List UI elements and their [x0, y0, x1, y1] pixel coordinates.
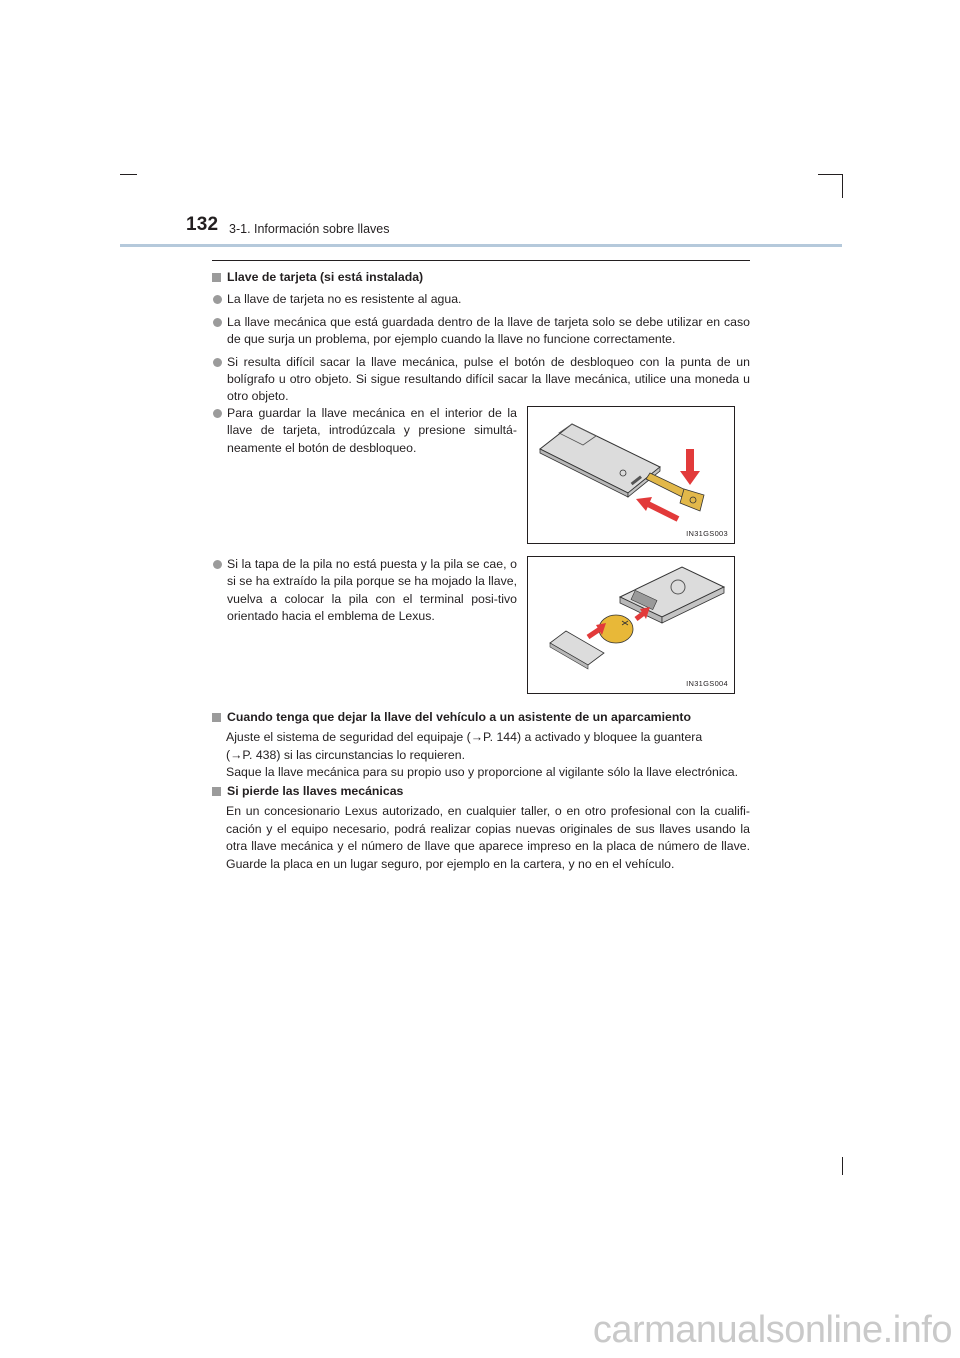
crop-mark-top-left-h [120, 174, 137, 175]
section-heading [212, 709, 750, 726]
crop-mark-top-right-v [842, 174, 843, 198]
list-item [212, 291, 750, 308]
figure-code: IN31GS004 [686, 679, 728, 688]
paragraph-line: Saque la llave mecánica para su propio uso y proporcione al vigilante sólo la llave electrónica. [226, 765, 738, 780]
heading-text: Si pierde las llaves mecánicas [227, 784, 404, 798]
round-bullet-icon [213, 409, 222, 418]
round-bullet-icon [213, 318, 222, 327]
figure-caption-block [212, 551, 517, 626]
paragraph-line: Ajuste el sistema de seguridad del equipaje (→P. 144) a activado y bloquee la guantera [226, 730, 703, 745]
round-bullet-icon [213, 560, 222, 569]
card-key-section [212, 269, 750, 406]
crop-mark-top-right-h [818, 174, 843, 175]
square-bullet-icon [212, 713, 221, 722]
figure-caption-block [212, 400, 517, 457]
section-title: 3-1. Información sobre llaves [229, 222, 390, 236]
paragraph-line: (→P. 438) si las circunstancias lo requieren. [226, 747, 465, 762]
list-item-text: Si la tapa de la pila no está puesta y la pila se cae, o si se ha extraído la pila porque se ha mojado la llave, vuelva a colocar la pila con el terminal posi-tivo orientado hacia el emblema de Lexus. [227, 557, 517, 624]
section-divider [212, 260, 750, 261]
list-item-text: La llave de tarjeta no es resistente al agua. [227, 292, 462, 307]
paragraph: En un concesionario Lexus autorizado, en cualquier taller, o en otro profesional con la cualifi-cación y el equipo necesario, podrá realizar copias nuevas originales de sus llaves usando la otra llave mecánica y el número de llave que aparece impreso en la placa de número de llave. Guarde la placa en un lugar seguro, por ejemplo en la cartera, y no en el vehículo. [226, 804, 750, 871]
square-bullet-icon [212, 787, 221, 796]
watermark: carmanualsonline.info [592, 1309, 952, 1351]
page-number: 132 [186, 214, 219, 235]
list-item [212, 354, 750, 406]
square-bullet-icon [212, 273, 221, 282]
valet-section [212, 709, 750, 782]
list-item-text: Para guardar la llave mecánica en el interior de la llave de tarjeta, introdúzcala y presione simultá-neamente el botón de desbloqueo. [227, 406, 517, 455]
section-heading [212, 783, 750, 800]
figure-card-key-battery [527, 556, 735, 694]
section-heading [212, 269, 750, 286]
heading-text: Llave de tarjeta (si está instalada) [227, 270, 424, 284]
round-bullet-icon [213, 358, 222, 367]
figure-card-key-insert [527, 406, 735, 544]
crop-mark-bottom-right-v [842, 1157, 843, 1175]
card-key-battery-illustration [528, 557, 734, 693]
figure-code: IN31GS003 [686, 529, 728, 538]
list-item-text: La llave mecánica que está guardada dentro de la llave de tarjeta solo se debe utilizar en caso de que surja un problema, por ejemplo cuando la llave no funcione correctamente. [227, 314, 750, 347]
list-item-text: Si resulta difícil sacar la llave mecánica, pulse el botón de desbloqueo con la punta de un bolígrafo u otro objeto. Si sigue resultando difícil sacar la llave mecánica, utilice una moneda u otro objeto. [227, 354, 750, 404]
lost-keys-section [212, 783, 750, 873]
heading-text: Cuando tenga que dejar la llave del vehículo a un asistente de un aparcamiento [227, 710, 691, 724]
list-item [212, 556, 517, 626]
list-item [212, 314, 750, 349]
paragraph [212, 729, 750, 781]
card-key-insert-illustration [528, 407, 734, 543]
list-item [212, 405, 517, 457]
header-rule [120, 244, 842, 247]
round-bullet-icon [213, 295, 222, 304]
